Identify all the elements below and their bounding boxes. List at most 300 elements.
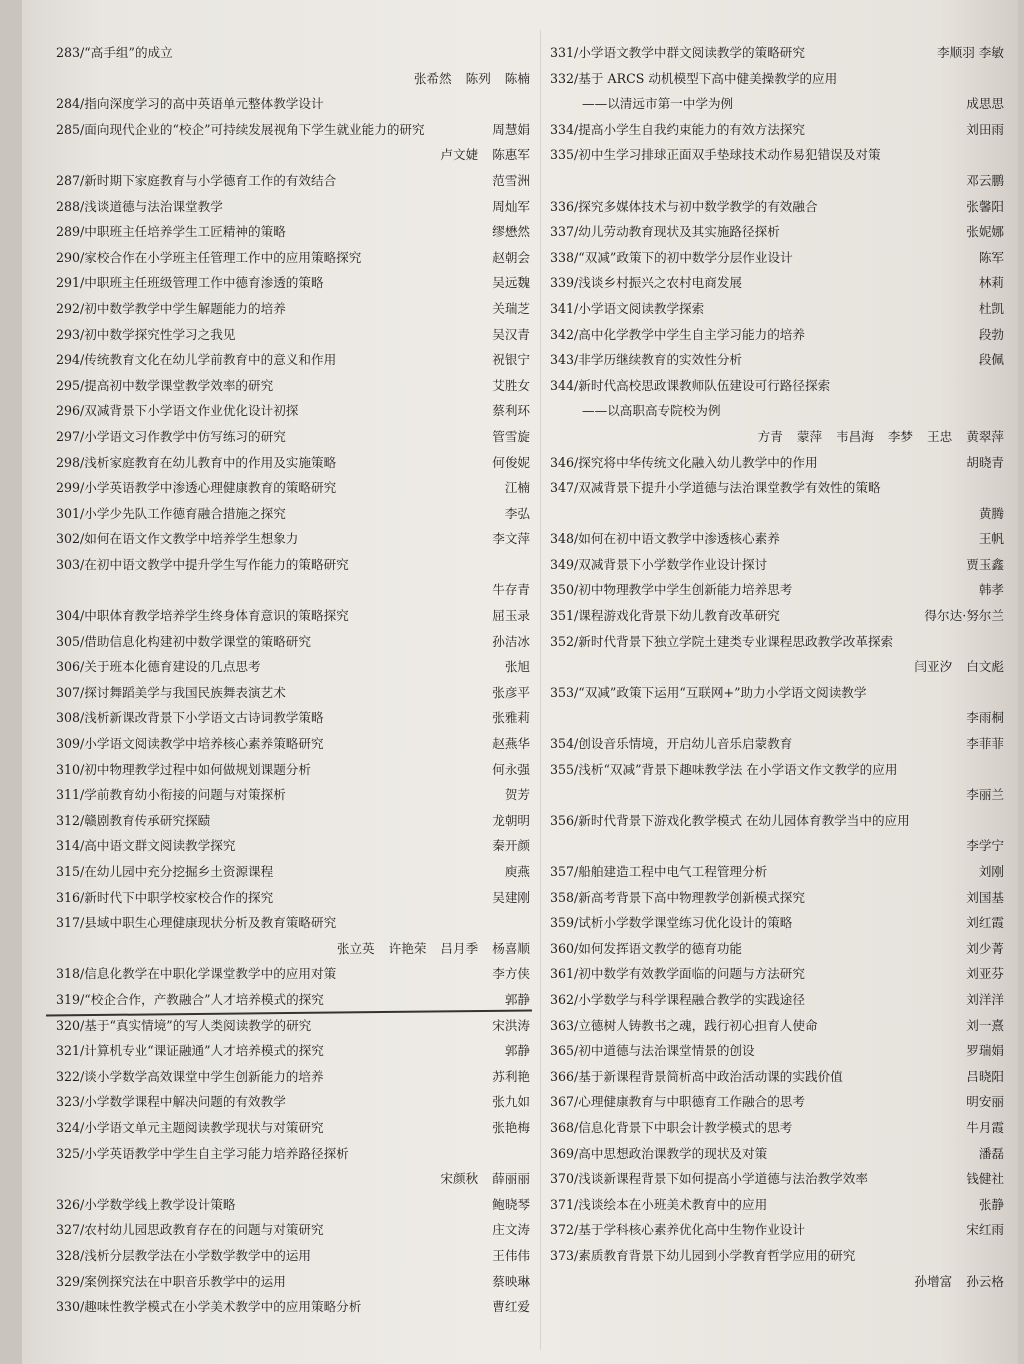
entry-separator: /: [80, 300, 85, 316]
entry-author: 王帆: [978, 531, 1004, 547]
entry-title: 探究多媒体技术与初中数学教学的有效融合: [578, 198, 818, 214]
entry-title: 课程游戏化背景下幼儿教育改革研究: [578, 608, 780, 624]
toc-entry: [550, 296, 1004, 322]
entry-separator: /: [574, 889, 579, 905]
toc-entry: [550, 680, 1004, 706]
toc-entry: [550, 475, 1004, 501]
entry-separator: /: [574, 556, 579, 572]
entry-separator: /: [80, 531, 85, 547]
entry-page-number: 354: [550, 736, 575, 752]
entry-separator: /: [80, 991, 85, 1007]
entry-page-number: 338: [550, 249, 575, 265]
entry-separator: /: [574, 45, 579, 60]
entry-page-number: 350: [550, 582, 575, 598]
entry-title: 农村幼儿园思政教育存在的问题与对策研究: [84, 1222, 324, 1238]
entry-page-number: 331: [550, 45, 575, 60]
toc-entry: [550, 168, 1004, 194]
entry-separator: /: [80, 633, 85, 649]
entry-title: 初中生学习排球正面双手垫球技术动作易犯错误及对策: [578, 147, 881, 163]
entry-page-number: 318: [56, 966, 81, 982]
toc-entry: [56, 117, 530, 143]
entry-separator: /: [574, 1094, 579, 1110]
entry-separator: /: [574, 1068, 579, 1084]
entry-author: 潘磊: [978, 1145, 1004, 1161]
entry-title: 在幼儿园中充分挖掘乡土资源课程: [84, 864, 274, 879]
entry-separator: /: [80, 352, 85, 368]
entry-title: 新时代背景下独立学院土建类专业课程思政教学改革探索: [578, 633, 894, 649]
toc-entry: [56, 1166, 530, 1192]
entry-separator: /: [80, 454, 85, 470]
toc-entry: [56, 1141, 530, 1167]
toc-entry: [56, 833, 530, 859]
toc-entry: [550, 1013, 1004, 1039]
entry-separator: /: [574, 736, 579, 752]
entry-page-number: 284: [56, 96, 81, 112]
entry-separator: /: [80, 1222, 85, 1238]
entry-author: 贾玉鑫: [966, 556, 1004, 572]
toc-entry: [550, 629, 1004, 655]
entry-separator: /: [80, 480, 85, 496]
entry-title: 初中数学探究性学习之我见: [84, 326, 236, 342]
entry-separator: /: [80, 403, 85, 419]
entry-title: 提高小学生自我约束能力的有效方法探究: [578, 121, 805, 137]
entry-page-number: 290: [56, 249, 81, 265]
entry-page-number: 296: [56, 403, 81, 419]
entry-authors: 方青 蒙萍 韦昌海 李梦 王忠 黄翠萍: [757, 428, 1004, 444]
toc-entry: [550, 91, 1004, 117]
entry-separator: /: [574, 633, 579, 649]
entry-page-number: 324: [56, 1119, 81, 1135]
entry-author: 王伟伟: [492, 1247, 530, 1263]
entry-author: 张彦平: [492, 684, 530, 700]
toc-entry: [56, 961, 530, 987]
entry-title: 探究将中华传统文化融入幼儿教学中的作用: [578, 454, 818, 470]
entry-separator: /: [574, 147, 579, 163]
entry-page-number: 330: [56, 1299, 81, 1315]
entry-title: 如何发挥语文教学的德育功能: [578, 940, 743, 956]
entry-title: 新时代下中职学校家校合作的探究: [84, 889, 274, 905]
entry-page-number: 314: [56, 838, 81, 854]
entry-page-number: 316: [56, 889, 81, 905]
entry-page-number: 306: [56, 659, 81, 675]
entry-author: 何俊妮: [492, 454, 530, 470]
entry-title: 趣味性教学模式在小学美术教学中的应用策略分析: [84, 1299, 362, 1315]
entry-separator: /: [574, 352, 579, 368]
entry-page-number: 339: [550, 275, 575, 291]
toc-entry: [56, 680, 530, 706]
entry-separator: /: [574, 608, 579, 624]
toc-entry: [550, 450, 1004, 476]
entry-authors: 牛存青: [492, 582, 530, 598]
entry-title: 初中数学教学中学生解题能力的培养: [84, 300, 286, 316]
toc-entry: [550, 1141, 1004, 1167]
entry-separator: /: [574, 531, 579, 547]
entry-author: 龙朝明: [492, 812, 530, 828]
entry-author: 吴远魏: [492, 275, 530, 291]
entry-authors: 张立英 许艳荣 吕月季 杨喜顺: [336, 940, 530, 956]
entry-author: 孙洁冰: [492, 633, 530, 649]
toc-entry: [550, 1038, 1004, 1064]
entry-separator: /: [574, 224, 579, 240]
entry-author: 陈军: [978, 249, 1004, 265]
entry-page-number: 353: [550, 684, 575, 700]
entry-page-number: 294: [56, 352, 81, 368]
entry-author: 秦开颜: [492, 838, 530, 854]
entry-page-number: 341: [550, 300, 575, 316]
entry-author: 韩孝: [978, 582, 1004, 598]
entry-page-number: 283: [56, 45, 81, 60]
toc-entry: [56, 450, 530, 476]
entry-title: 初中道德与法治课堂情景的创设: [578, 1043, 755, 1059]
toc-entry: [56, 142, 530, 168]
entry-author: 成思思: [966, 96, 1004, 112]
entry-author: 刘红霞: [966, 915, 1004, 931]
entry-author: 钱健社: [966, 1171, 1004, 1187]
toc-entry: [56, 1115, 530, 1141]
entry-separator: /: [80, 838, 85, 854]
entry-author: 张九如: [492, 1094, 530, 1110]
entry-separator: /: [574, 812, 579, 828]
entry-separator: /: [574, 1017, 579, 1033]
entry-title: 浅析家庭教育在幼儿教育中的作用及实施策略: [84, 454, 337, 470]
toc-entry: [550, 654, 1004, 680]
toc-entry: [550, 1243, 1004, 1269]
toc-entry: [56, 1038, 530, 1064]
entry-title: 小学数学课程中解决问题的有效教学: [84, 1094, 286, 1110]
entry-separator: /: [80, 505, 85, 521]
entry-author: 宋红雨: [966, 1222, 1004, 1238]
entry-page-number: 303: [56, 556, 81, 572]
entry-separator: /: [80, 377, 85, 393]
entry-title: 信息化教学在中职化学课堂教学中的应用对策: [84, 966, 337, 982]
entry-author: 郭静: [504, 1043, 530, 1059]
entry-title: “双减”政策下运用“互联网+”助力小学语文阅读教学: [578, 684, 867, 700]
toc-entry: [550, 961, 1004, 987]
entry-page-number: 357: [550, 864, 575, 879]
entry-authors: 李丽兰: [966, 787, 1004, 803]
toc-entry: [550, 757, 1004, 783]
entry-author: 刘少菁: [966, 940, 1004, 956]
entry-title: 基于“真实情境”的写人类阅读教学的研究: [84, 1017, 312, 1033]
entry-author: 曹红爱: [492, 1299, 530, 1315]
entry-title: 计算机专业“课证融通”人才培养模式的探究: [84, 1043, 324, 1059]
entry-title: 县域中职生心理健康现状分析及教育策略研究: [84, 915, 337, 931]
entry-authors: 黄腾: [978, 505, 1004, 521]
entry-author: 李文萍: [492, 531, 530, 547]
entry-title: 立德树人铸教书之魂，践行初心担育人使命: [578, 1017, 818, 1033]
entry-title: 高中语文群文阅读教学探究: [84, 838, 236, 854]
entry-author: 缪懋然: [492, 224, 530, 240]
entry-title: 小学语文阅读教学中培养核心素养策略研究: [84, 736, 324, 752]
column-divider: [540, 30, 541, 1350]
entry-title: 素质教育背景下幼儿园到小学教育哲学应用的研究: [578, 1247, 856, 1263]
toc-entry: [550, 705, 1004, 731]
entry-author: 刘亚芬: [966, 966, 1004, 982]
entry-page-number: 305: [56, 633, 81, 649]
entry-title: 试析小学数学课堂练习优化设计的策略: [578, 915, 793, 931]
entry-separator: /: [80, 1068, 85, 1084]
entry-separator: /: [80, 608, 85, 624]
entry-title: 浅谈新课程背景下如何提高小学道德与法治教学效率: [578, 1171, 868, 1187]
entry-separator: /: [80, 966, 85, 982]
entry-page-number: 319: [56, 991, 81, 1007]
entry-page-number: 368: [550, 1119, 575, 1135]
toc-entry: [56, 910, 530, 936]
toc-entry: [550, 782, 1004, 808]
entry-author: 张艳梅: [492, 1119, 530, 1135]
entry-page-number: 355: [550, 761, 575, 777]
entry-title: 浅谈乡村振兴之农村电商发展: [578, 275, 743, 291]
entry-page-number: 301: [56, 505, 81, 521]
toc-entry: [550, 1166, 1004, 1192]
entry-author: 刘田雨: [966, 121, 1004, 137]
toc-entry: [550, 424, 1004, 450]
toc-entry: [550, 526, 1004, 552]
toc-entry: [56, 398, 530, 424]
entry-separator: /: [574, 1119, 579, 1135]
entry-author: 关瑞芝: [492, 300, 530, 316]
entry-page-number: 346: [550, 454, 575, 470]
entry-separator: /: [80, 1145, 85, 1161]
entry-author: 庾燕: [504, 864, 530, 879]
toc-entry: [56, 705, 530, 731]
entry-title: 基于学科核心素养优化高中生物作业设计: [578, 1222, 805, 1238]
toc-entry: [56, 654, 530, 680]
right-column: [550, 40, 1004, 1294]
entry-author: 屈玉录: [492, 608, 530, 624]
entry-page-number: 349: [550, 556, 575, 572]
toc-entry: [550, 987, 1004, 1013]
entry-title: 关于班本化德育建设的几点思考: [84, 659, 261, 675]
entry-page-number: 311: [56, 787, 81, 803]
entry-author: 江楠: [504, 480, 530, 496]
entry-page-number: 325: [56, 1145, 81, 1161]
entry-title: 初中物理教学过程中如何做规划课题分析: [84, 761, 311, 777]
entry-subtitle: ——以高职高专院校为例: [582, 403, 721, 419]
entry-separator: /: [574, 1247, 579, 1263]
toc-entry: [56, 219, 530, 245]
toc-entry: [550, 194, 1004, 220]
entry-page-number: 297: [56, 428, 81, 444]
entry-page-number: 322: [56, 1068, 81, 1084]
entry-title: “校企合作，产教融合”人才培养模式的探究: [84, 991, 324, 1007]
entry-page-number: 347: [550, 480, 575, 496]
entry-page-number: 287: [56, 172, 81, 188]
entry-authors: 邓云鹏: [966, 172, 1004, 188]
entry-page-number: 315: [56, 864, 81, 879]
entry-separator: /: [80, 275, 85, 291]
entry-page-number: 334: [550, 121, 575, 137]
entry-separator: /: [574, 1196, 579, 1212]
entry-separator: /: [574, 480, 579, 496]
entry-page-number: 352: [550, 633, 575, 649]
entry-separator: /: [80, 224, 85, 240]
entry-separator: /: [574, 1043, 579, 1059]
entry-separator: /: [80, 428, 85, 444]
entry-title: 小学语文教学中群文阅读教学的策略研究: [578, 45, 805, 60]
entry-page-number: 292: [56, 300, 81, 316]
entry-author: 管雪旋: [492, 428, 530, 444]
entry-page-number: 299: [56, 480, 81, 496]
toc-entry: [550, 219, 1004, 245]
toc-entry: [550, 398, 1004, 424]
entry-author: 吴汉青: [492, 326, 530, 342]
toc-entry: [56, 526, 530, 552]
entry-title: 小学少先队工作德育融合措施之探究: [84, 505, 286, 521]
entry-author: 贺芳: [504, 787, 530, 803]
entry-title: 非学历继续教育的实效性分析: [578, 352, 743, 368]
toc-entry: [550, 1064, 1004, 1090]
entry-separator: /: [80, 556, 85, 572]
toc-entry: [550, 40, 1004, 66]
entry-separator: /: [80, 812, 85, 828]
toc-entry: [56, 1269, 530, 1295]
entry-separator: /: [574, 940, 579, 956]
entry-title: 提高初中数学课堂教学效率的研究: [84, 377, 274, 393]
entry-separator: /: [80, 1119, 85, 1135]
entry-title: 小学数学与科学课程融合教学的实践途径: [578, 991, 805, 1007]
entry-title: 小学英语教学中渗透心理健康教育的策略研究: [84, 480, 337, 496]
toc-entry: [56, 1013, 530, 1039]
entry-title: 赣剧教育传承研究探赜: [84, 812, 211, 828]
entry-author: 何永强: [492, 761, 530, 777]
entry-title: 案例探究法在中职音乐教学中的运用: [84, 1273, 286, 1289]
entry-page-number: 363: [550, 1017, 575, 1033]
entry-separator: /: [80, 659, 85, 675]
entry-page-number: 332: [550, 70, 575, 86]
toc-entry: [56, 66, 530, 92]
entry-author: 刘刚: [978, 864, 1004, 879]
entry-page-number: 369: [550, 1145, 575, 1161]
entry-title: 新时期下家庭教育与小学德育工作的有效结合: [84, 172, 337, 188]
entry-author: 李顺羽 李敏: [937, 45, 1004, 60]
entry-author: 蔡映琳: [492, 1273, 530, 1289]
entry-page-number: 372: [550, 1222, 575, 1238]
entry-separator: /: [80, 45, 85, 60]
entry-page-number: 326: [56, 1196, 81, 1212]
entry-title: 中职体育教学培养学生终身体育意识的策略探究: [84, 608, 349, 624]
entry-author: 刘国基: [966, 889, 1004, 905]
entry-author: 刘洋洋: [966, 991, 1004, 1007]
toc-entry: [550, 808, 1004, 834]
toc-entry: [550, 142, 1004, 168]
entry-separator: /: [574, 761, 579, 777]
entry-author: 刘一熹: [966, 1017, 1004, 1033]
entry-authors: 李雨桐: [966, 710, 1004, 726]
entry-title: 高中思想政治课教学的现状及对策: [578, 1145, 768, 1161]
entry-title: 浅析“双减”背景下趣味教学法 在小学语文作文教学的应用: [578, 761, 898, 777]
entry-authors: 闫亚汐 白文彪: [914, 659, 1004, 675]
entry-separator: /: [80, 889, 85, 905]
entry-page-number: 327: [56, 1222, 81, 1238]
entry-page-number: 365: [550, 1043, 575, 1059]
entry-page-number: 361: [550, 966, 575, 982]
entry-author: 苏利艳: [492, 1068, 530, 1084]
entry-title: 幼儿劳动教育现状及其实施路径探析: [578, 224, 780, 240]
entry-page-number: 323: [56, 1094, 81, 1110]
entry-page-number: 295: [56, 377, 81, 393]
left-column: [56, 40, 530, 1320]
entry-author: 赵燕华: [492, 736, 530, 752]
entry-authors: 李学宁: [966, 838, 1004, 854]
toc-entry: [56, 629, 530, 655]
entry-author: 林莉: [978, 275, 1004, 291]
toc-entry: [550, 270, 1004, 296]
toc-entry: [56, 40, 530, 66]
entry-author: 赵朝会: [492, 249, 530, 265]
entry-separator: /: [574, 326, 579, 342]
toc-entry: [56, 1217, 530, 1243]
entry-separator: /: [80, 684, 85, 700]
toc-entry: [56, 936, 530, 962]
entry-author: 段勃: [978, 326, 1004, 342]
entry-separator: /: [80, 1094, 85, 1110]
toc-entry: [550, 501, 1004, 527]
entry-separator: /: [574, 1145, 579, 1161]
entry-separator: /: [574, 275, 579, 291]
toc-entry: [550, 322, 1004, 348]
entry-separator: /: [80, 1299, 85, 1315]
entry-separator: /: [574, 249, 579, 265]
entry-separator: /: [574, 582, 579, 598]
entry-author: 牛月霞: [966, 1119, 1004, 1135]
entry-separator: /: [80, 121, 85, 137]
entry-author: 周灿军: [492, 198, 530, 214]
entry-title: 小学语文单元主题阅读教学现状与对策研究: [84, 1119, 324, 1135]
entry-separator: /: [574, 121, 579, 137]
entry-page-number: 337: [550, 224, 575, 240]
toc-entry: [56, 859, 530, 885]
toc-entry: [56, 808, 530, 834]
entry-separator: /: [80, 249, 85, 265]
entry-authors: 张希然 陈列 陈楠: [413, 70, 530, 86]
entry-author: 郭静: [504, 991, 530, 1007]
entry-page-number: 358: [550, 889, 575, 905]
entry-page-number: 351: [550, 608, 575, 624]
entry-page-number: 308: [56, 710, 81, 726]
entry-separator: /: [574, 300, 579, 316]
toc-entry: [56, 373, 530, 399]
entry-page-number: 336: [550, 198, 575, 214]
entry-page-number: 289: [56, 224, 81, 240]
entry-page-number: 348: [550, 531, 575, 547]
entry-separator: /: [80, 915, 85, 931]
entry-author: 祝银宁: [492, 352, 530, 368]
entry-page-number: 335: [550, 147, 575, 163]
entry-title: 创设音乐情境，开启幼儿音乐启蒙教育: [578, 736, 793, 752]
entry-authors: 孙增富 孙云格: [914, 1273, 1004, 1289]
entry-separator: /: [80, 1017, 85, 1033]
entry-title: 在初中语文教学中提升学生写作能力的策略研究: [84, 556, 349, 572]
entry-page-number: 291: [56, 275, 81, 291]
entry-separator: /: [574, 966, 579, 982]
toc-entry: [550, 936, 1004, 962]
entry-author: 吕晓阳: [966, 1068, 1004, 1084]
entry-separator: /: [574, 684, 579, 700]
entry-author: 庄文涛: [492, 1222, 530, 1238]
entry-separator: /: [80, 761, 85, 777]
toc-entry: [56, 1089, 530, 1115]
entry-page-number: 309: [56, 736, 81, 752]
entry-author: 罗瑞娟: [966, 1043, 1004, 1059]
entry-title: 新高考背景下高中物理教学创新模式探究: [578, 889, 805, 905]
entry-page-number: 362: [550, 991, 575, 1007]
entry-page-number: 288: [56, 198, 81, 214]
entry-title: 面向现代企业的“校企”可持续发展视角下学生就业能力的研究: [84, 121, 425, 137]
entry-title: 双减背景下提升小学道德与法治课堂教学有效性的策略: [578, 480, 881, 496]
entry-page-number: 344: [550, 377, 575, 393]
entry-title: 中职班主任培养学生工匠精神的策略: [84, 224, 286, 240]
